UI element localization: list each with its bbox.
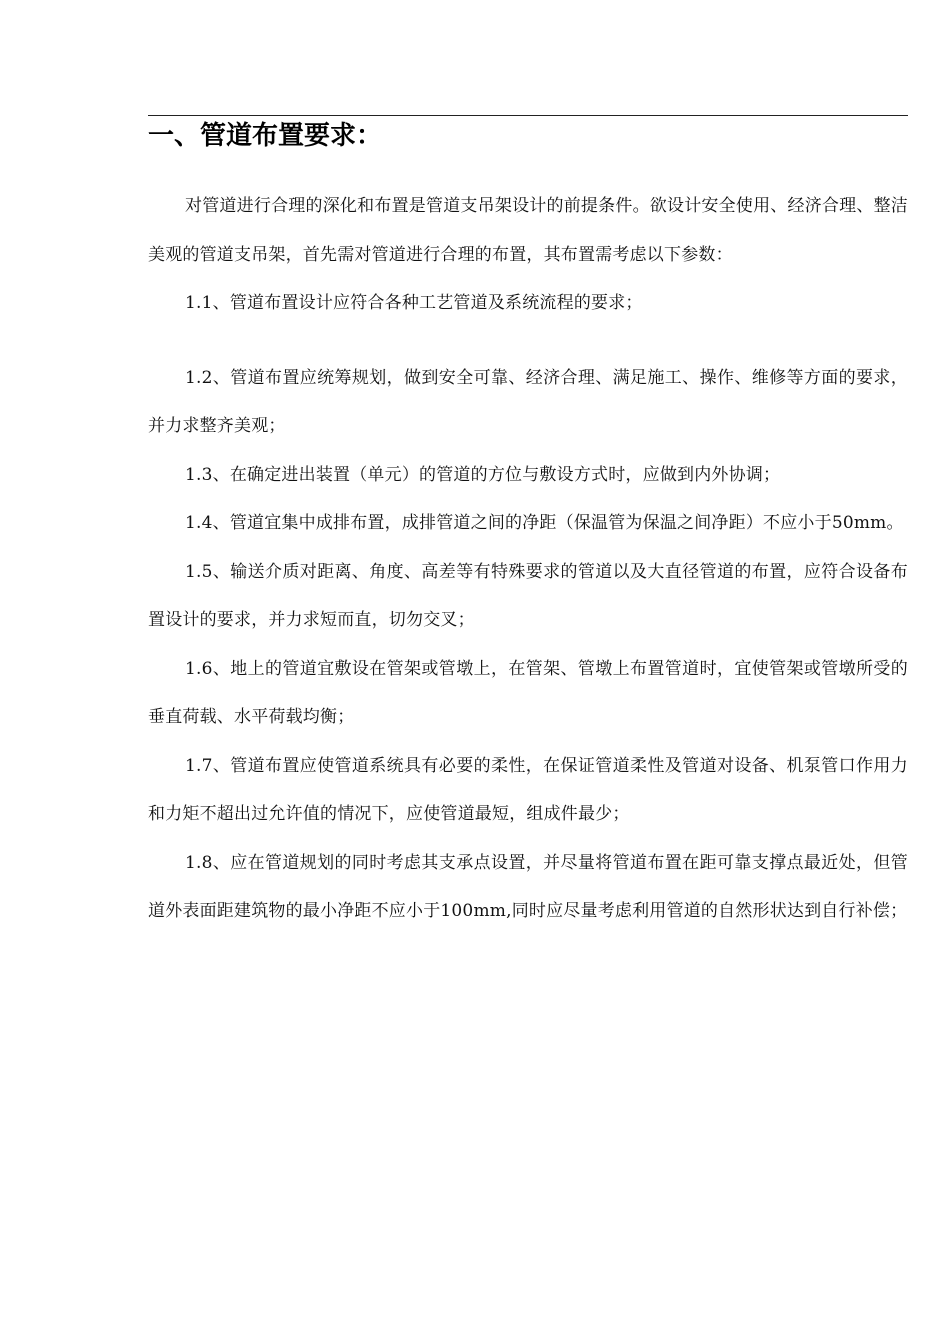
body-text (148, 182, 908, 936)
section-title: 一、管道布置要求： (148, 121, 383, 151)
clause-1-1: 1.1、管道布置设计应符合各种工艺管道及系统流程的要求； (185, 293, 643, 313)
clause-1-5: 1.5、输送介质对距离、角度、高差等有特殊要求的管道以及大直径管道的布置，应符合设备布置设计的要求，并力求短而直，切勿交叉； (148, 561, 908, 630)
clause-1-4: 1.4、管道宜集中成排布置，成排管道之间的净距（保温管为保温之间净距）不应小于50mm。 (185, 513, 904, 533)
clause-1-2: 1.2、管道布置应统筹规划，做到安全可靠、经济合理、满足施工、操作、维修等方面的要求，并力求整齐美观； (148, 367, 908, 436)
intro-paragraph: 对管道进行合理的深化和布置是管道支吊架设计的前提条件。欲设计安全使用、经济合理、整洁美观的管道支吊架，首先需对管道进行合理的布置，其布置需考虑以下参数： (148, 196, 908, 265)
clause-1-6: 1.6、地上的管道宜敷设在管架或管墩上，在管架、管墩上布置管道时，宜使管架或管墩所受的垂直荷载、水平荷载均衡； (148, 658, 908, 727)
clause-1-8: 1.8、应在管道规划的同时考虑其支承点设置，并尽量将管道布置在距可靠支撑点最近处，但管道外表面距建筑物的最小净距不应小于100mm,同时应尽量考虑利用管道的自然形状达到自行补偿； (148, 852, 908, 921)
clause-1-7: 1.7、管道布置应使管道系统具有必要的柔性，在保证管道柔性及管道对设备、机泵管口作用力和力矩不超出过允许值的情况下，应使管道最短，组成件最少； (148, 755, 908, 824)
clause-1-3: 1.3、在确定进出装置（单元）的管道的方位与敷设方式时，应做到内外协调； (185, 464, 781, 485)
